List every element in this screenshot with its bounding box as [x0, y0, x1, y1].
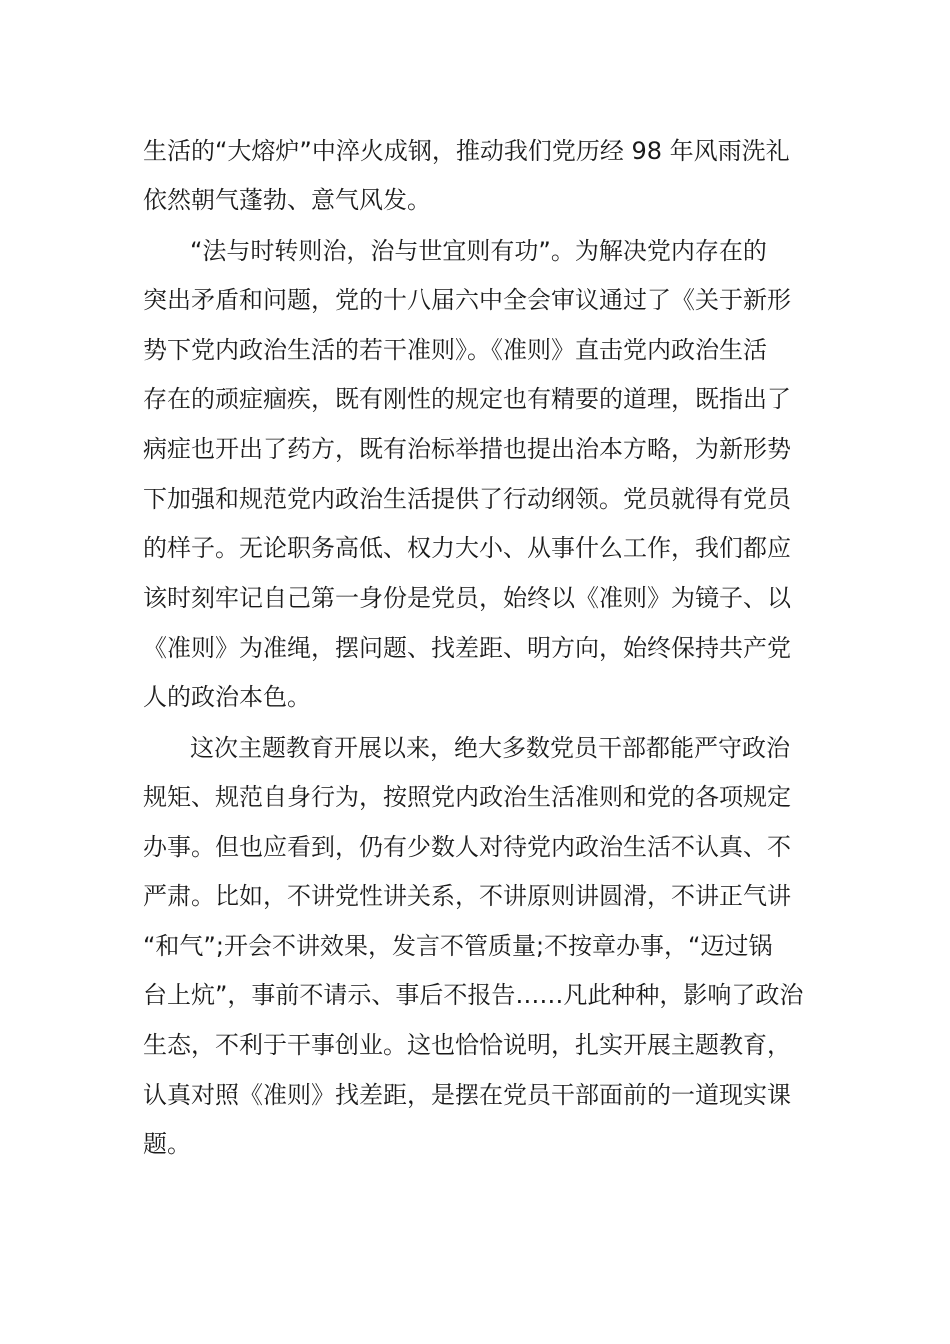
text-line: 病症也开出了药方，既有治标举措也提出治本方略，为新形势	[143, 435, 791, 463]
text-line: 生态，不利于干事创业。这也恰恰说明，扎实开展主题教育，	[143, 1031, 791, 1059]
text-line: “法与时转则治，治与世宜则有功”。为解决党内存在的	[190, 237, 767, 265]
text-line: 依然朝气蓬勃、意气风发。	[143, 186, 431, 214]
text-line: 规矩、规范自身行为，按照党内政治生活准则和党的各项规定	[143, 783, 791, 811]
text-line: 严肃。比如，不讲党性讲关系，不讲原则讲圆滑，不讲正气讲	[143, 882, 791, 910]
text-line: 的样子。无论职务高低、权力大小、从事什么工作，我们都应	[143, 534, 791, 562]
text-line: “和气”;开会不讲效果，发言不管质量;不按章办事，“迈过锅	[143, 932, 773, 960]
text-line: 题。	[143, 1130, 191, 1158]
text-line: 这次主题教育开展以来，绝大多数党员干部都能严守政治	[190, 734, 790, 762]
text-line: 人的政治本色。	[143, 683, 311, 711]
text-line: 突出矛盾和问题，党的十八届六中全会审议通过了《关于新形	[143, 286, 791, 314]
text-line: 台上炕”，事前不请示、事后不报告……凡此种种，影响了政治	[143, 981, 804, 1009]
text-line: 办事。但也应看到，仍有少数人对待党内政治生活不认真、不	[143, 833, 791, 861]
text-line: 下加强和规范党内政治生活提供了行动纲领。党员就得有党员	[143, 485, 791, 513]
text-line: 存在的顽症痼疾，既有刚性的规定也有精要的道理，既指出了	[143, 385, 791, 413]
text-line: 该时刻牢记自己第一身份是党员，始终以《准则》为镜子、以	[143, 584, 791, 612]
text-line: 认真对照《准则》找差距，是摆在党员干部面前的一道现实课	[143, 1081, 791, 1109]
text-line: 生活的“大熔炉”中淬火成钢，推动我们党历经 98 年风雨洗礼	[143, 137, 790, 165]
text-line: 《准则》为准绳，摆问题、找差距、明方向，始终保持共产党	[143, 634, 791, 662]
text-line: 势下党内政治生活的若干准则》。《准则》直击党内政治生活	[143, 336, 767, 364]
